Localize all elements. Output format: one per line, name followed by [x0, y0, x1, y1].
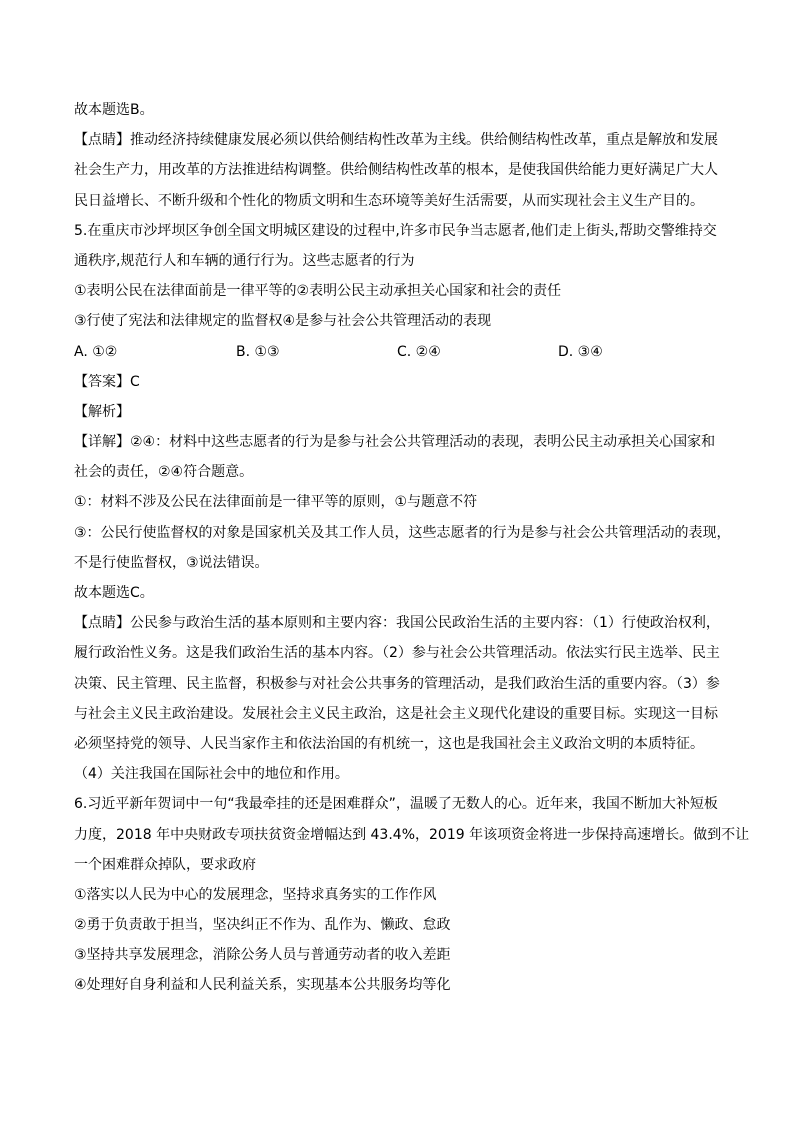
- option-b: B. ①③: [236, 343, 280, 360]
- conclusion-q4: 故本题选B。: [74, 102, 154, 118]
- option-d: D. ③④: [558, 343, 603, 360]
- comment-q5-line-6: （4）关注我国在国际社会中的地位和作用。: [74, 766, 349, 783]
- question-6-statement-4: ④处理好自身利益和人民利益关系，实现基本公共服务均等化: [74, 977, 451, 994]
- question-5-statements-2: ③行使了宪法和法律规定的监督权④是参与社会公共管理活动的表现: [74, 313, 492, 330]
- detail-q5-line-1: 【详解】②④：材料中这些志愿者的行为是参与社会公共管理活动的表现，表明公民主动承担关心国家和: [74, 434, 716, 451]
- document-page: [74, 95, 750, 1001]
- comment-q5-line-1: 【点睛】公民参与政治生活的基本原则和主要内容：我国公民政治生活的主要内容：（1）行使政治权利，: [74, 615, 720, 632]
- comment-q5-line-4: 与社会主义民主政治建设。发展社会主义民主政治，这是社会主义现代化建设的重要目标。实现这一目标: [74, 705, 718, 722]
- detail-q5-line-4: ③：公民行使监督权的对象是国家机关及其工作人员，这些志愿者的行为是参与社会公共管理活动的表现，: [74, 524, 731, 541]
- comment-q5-line-2: 履行政治性义务。这是我们政治生活的基本内容。（2）参与社会公共管理活动。依法实行民主选举、民主: [74, 645, 720, 662]
- question-5-options: [74, 337, 724, 367]
- question-5-stem-line-2: 通秩序,规范行人和车辆的通行行为。这些志愿者的行为: [74, 252, 415, 269]
- question-5-statements-1: ①表明公民在法律面前是一律平等的②表明公民主动承担关心国家和社会的责任: [74, 283, 562, 300]
- detail-q5-line-5: 不是行使监督权，③说法错误。: [74, 554, 269, 571]
- comment-q4-line-2: 社会生产力，用改革的方法推进结构调整。供给侧结构性改革的根本，是使我国供给能力更好满足广大人: [74, 162, 718, 179]
- question-6-statement-2: ②勇于负责敢于担当，坚决纠正不作为、乱作为、懒政、怠政: [74, 917, 451, 934]
- question-6-statement-1: ①落实以人民为中心的发展理念，坚持求真务实的工作作风: [74, 886, 437, 903]
- question-6-stem-line-3: 一个困难群众掉队，要求政府: [74, 856, 256, 873]
- question-6-stem-line-2: 力度，2018 年中央财政专项扶贫资金增幅达到 43.4%，2019 年该项资金将进一步保持高速增长。做到不让: [74, 826, 750, 843]
- question-6-statement-3: ③坚持共享发展理念，消除公务人员与普通劳动者的收入差距: [74, 947, 451, 964]
- comment-q4-line-1: 【点睛】推动经济持续健康发展必须以供给侧结构性改革为主线。供给侧结构性改革，重点是解放和发展: [74, 132, 718, 149]
- question-5-stem-line-1: 5.在重庆市沙坪坝区争创全国文明城区建设的过程中,许多市民争当志愿者,他们走上街头,帮助交警维持交: [74, 222, 717, 239]
- conclusion-q5: 故本题选C。: [74, 585, 154, 601]
- answer-q5: 【答案】C: [74, 373, 140, 390]
- comment-q5-line-3: 决策、民主管理、民主监督，积极参与对社会公共事务的管理活动，是我们政治生活的重要内容。（3）参: [74, 675, 720, 692]
- detail-q5-line-2: 社会的责任，②④符合题意。: [74, 464, 254, 481]
- option-a: A. ①②: [74, 343, 118, 360]
- option-c: C. ②④: [397, 343, 441, 360]
- question-6-stem-line-1: 6.习近平新年贺词中一句“我最牵挂的还是困难群众”，温暖了无数人的心。近年来，我国不断加大补短板: [74, 796, 718, 813]
- comment-q5-line-5: 必须坚持党的领导、人民当家作主和依法治国的有机统一，这也是我国社会主义政治文明的本质特征。: [74, 735, 704, 752]
- comment-q4-line-3: 民日益增长、不断升级和个性化的物质文明和生态环境等美好生活需要，从而实现社会主义生产目的。: [74, 192, 704, 209]
- detail-q5-line-3: ①：材料不涉及公民在法律面前是一律平等的原则，①与题意不符: [74, 494, 478, 511]
- analysis-heading: 【解析】: [74, 403, 130, 420]
